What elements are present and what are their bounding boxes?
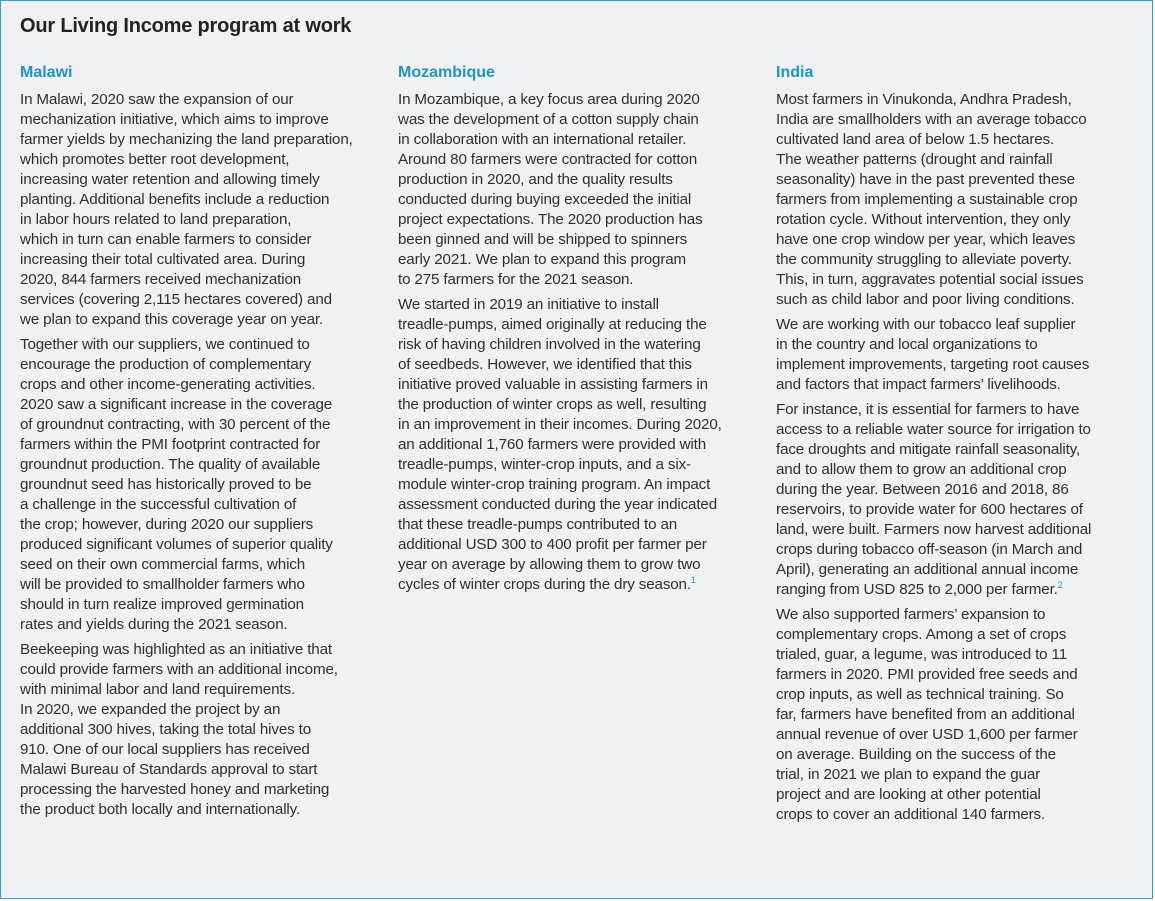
india-paragraph-3 bbox=[776, 400, 1138, 600]
india-paragraph-2: We are working with our tobacco leaf supplier in the country and local organizations to implement improvements, targeting root causes and factors that impact farmers’ livelihoods. bbox=[776, 316, 1090, 393]
india-paragraph-4: We also supported farmers’ expansion to complementary crops. Among a set of crops trialed, guar, a legume, was introduced to 11 farmers in 2020. PMI provided free seeds and crop inputs, as well as technical training. So far, farmers have benefited from an additional annual revenue of over USD 1,600 per farmer on average. Building on the success of the trial, in 2021 we plan to expand the guar project and are looking at other potential crops to cover an additional 140 farmers. bbox=[776, 606, 1078, 823]
malawi-paragraph-3: Beekeeping was highlighted as an initiative that could provide farmers with an additional income, with minimal labor and land requirements. In 2020, we expanded the project by an additional 300 hives, taking the total hives to 910. One of our local suppliers has received Malawi Bureau of Standards approval to start processing the harvested honey and marketing the product both locally and internationally. bbox=[20, 641, 338, 818]
mozambique-column bbox=[398, 63, 760, 600]
mozambique-paragraph-2-text: We started in 2019 an initiative to install treadle-pumps, aimed originally at reducing the risk of having children involved in the watering of seedbeds. However, we identified that this initiative proved valuable in assisting farmers in the production of winter crops as well, resulting in an improvement in their incomes. During 2020, an additional 1,760 farmers were provided with treadle-pumps, winter-crop inputs, and a six- module winter-crop training program. An impact assessment conducted during the year indicated that these treadle-pumps contributed to an additional USD 300 to 400 profit per farmer per year on average by allowing them to grow two cycles of winter crops during the dry season. bbox=[398, 296, 722, 593]
malawi-paragraph-2: Together with our suppliers, we continued to encourage the production of complementary crops and other income-generating activities. 2020 saw a significant increase in the coverage of groundnut contracting, with 30 percent of the farmers within the PMI footprint contracted for groundnut production. The quality of available groundnut seed has historically proved to be a challenge in the successful cultivation of the crop; however, during 2020 our suppliers produced significant volumes of superior quality seed on their own commercial farms, which will be provided to smallholder farmers who should in turn realize improved germination rates and yields during the 2021 season. bbox=[20, 336, 333, 633]
india-paragraph-1: Most farmers in Vinukonda, Andhra Pradesh, India are smallholders with an average tobacco cultivated land area of below 1.5 hectares. The weather patterns (drought and rainfall seasonality) have in the past prevented these farmers from implementing a sustainable crop rotation cycle. Without intervention, they only have one crop window per year, which leaves the community struggling to alleviate poverty. This, in turn, aggravates potential social issues such as child labor and poor living conditions. bbox=[776, 91, 1087, 308]
malawi-column bbox=[20, 63, 382, 825]
footnote-1-ref[interactable]: 1 bbox=[690, 574, 696, 585]
mozambique-heading: Mozambique bbox=[398, 64, 495, 81]
india-column bbox=[776, 63, 1138, 830]
footnote-2-ref[interactable]: 2 bbox=[1057, 579, 1063, 590]
india-paragraph-3-text: For instance, it is essential for farmers to have access to a reliable water source for irrigation to face droughts and mitigate rainfall seasonality, and to allow them to grow an additional crop during the year. Between 2016 and 2018, 86 reservoirs, to provide water for 600 hectares of land, were built. Farmers now harvest additional crops during tobacco off-season (in March and April), generating an additional annual income ranging from USD 825 to 2,000 per farmer. bbox=[776, 401, 1092, 598]
india-heading: India bbox=[776, 64, 814, 81]
mozambique-paragraph-1: In Mozambique, a key focus area during 2020 was the development of a cotton supply chain in collaboration with an international retailer. Around 80 farmers were contracted for cotton production in 2020, and the quality results conducted during buying exceeded the initial project expectations. The 2020 production has been ginned and will be shipped to spinners early 2021. We plan to expand this program to 275 farmers for the 2021 season. bbox=[398, 91, 703, 288]
page-title: Our Living Income program at work bbox=[20, 15, 352, 37]
malawi-heading: Malawi bbox=[20, 64, 73, 81]
malawi-paragraph-1: In Malawi, 2020 saw the expansion of our mechanization initiative, which aims to improve farmer yields by mechanizing the land preparation, which promotes better root development, increasing water retention and allowing timely planting. Additional benefits include a reduction in labor hours related to land preparation, which in turn can enable farmers to consider increasing their total cultivated area. During 2020, 844 farmers received mechanization services (covering 2,115 hectares covered) and we plan to expand this coverage year on year. bbox=[20, 91, 353, 328]
mozambique-paragraph-2 bbox=[398, 295, 760, 595]
